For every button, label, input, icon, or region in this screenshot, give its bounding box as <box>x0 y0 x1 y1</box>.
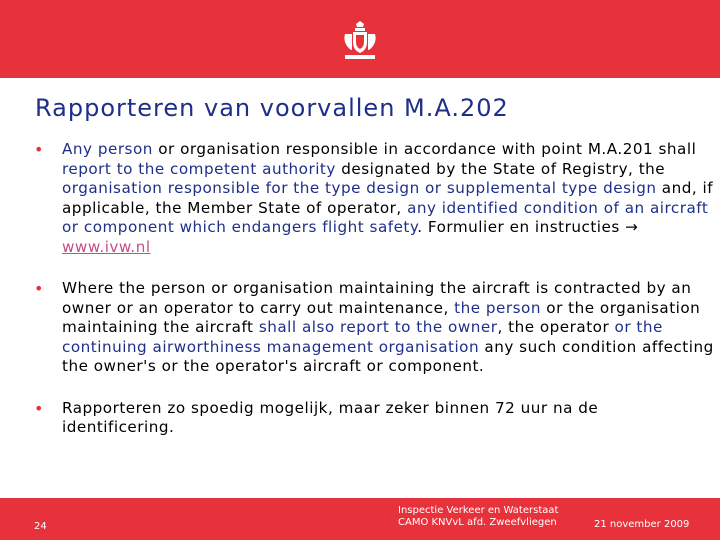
page-number: 24 <box>34 521 47 532</box>
body-text: Where the person or organisation maintaining the aircraft is contracted by an owner or an operator to carry out maintenance, <box>62 279 692 317</box>
footer-org-line-2: CAMO KNVvL afd. Zweefvliegen <box>398 517 557 528</box>
slide-title: Rapporteren van voorvallen M.A.202 <box>35 94 509 122</box>
footer-date: 21 november 2009 <box>594 519 690 530</box>
body-text: or organisation responsible in accordance with point M.A.201 shall <box>152 140 697 158</box>
bullet-item-maintenance-reporting <box>34 279 714 377</box>
highlight-text: the person <box>454 298 541 317</box>
top-banner <box>0 0 720 78</box>
highlight-text: Any person <box>62 140 153 158</box>
bullet-marker: • <box>34 398 44 418</box>
bullet-item-deadline <box>34 399 714 438</box>
bullet-marker: • <box>34 279 44 298</box>
body-text: or the organisation maintaining the aircraft <box>62 298 701 336</box>
rijksoverheid-coat-of-arms-icon <box>339 20 381 64</box>
footer-org-line-1: Inspectie Verkeer en Waterstaat <box>398 505 559 516</box>
bullet-list <box>34 140 714 460</box>
body-text: any such condition affecting the owner's or the operator's aircraft or component. <box>62 337 714 375</box>
highlight-text: or the continuing airworthiness management organisation <box>62 318 663 356</box>
body-text: designated by the State of Registry, the <box>335 159 666 178</box>
bullet-marker: • <box>34 140 44 159</box>
highlight-text: shall also report to the owner <box>258 318 498 336</box>
highlight-text: report to the competent authority <box>62 159 336 178</box>
body-text: Rapporteren zo spoedig mogelijk, maar zeker binnen 72 uur na de identificering. <box>62 398 599 436</box>
footer-organisation <box>398 505 558 529</box>
bullet-item-reporting-duty <box>34 140 714 257</box>
body-text: , the operator <box>497 318 615 336</box>
body-text: . Formulier en instructies <box>417 218 626 236</box>
arrow-right-icon: → <box>625 218 639 236</box>
ivw-website-link[interactable]: www.ivw.nl <box>62 237 151 256</box>
highlight-text: any identified condition of an aircraft or component which endangers flight safety <box>62 198 709 236</box>
highlight-text: organisation responsible for the type design or supplemental type design <box>62 179 657 197</box>
body-text: and, if applicable, the Member State of operator, <box>62 179 714 217</box>
